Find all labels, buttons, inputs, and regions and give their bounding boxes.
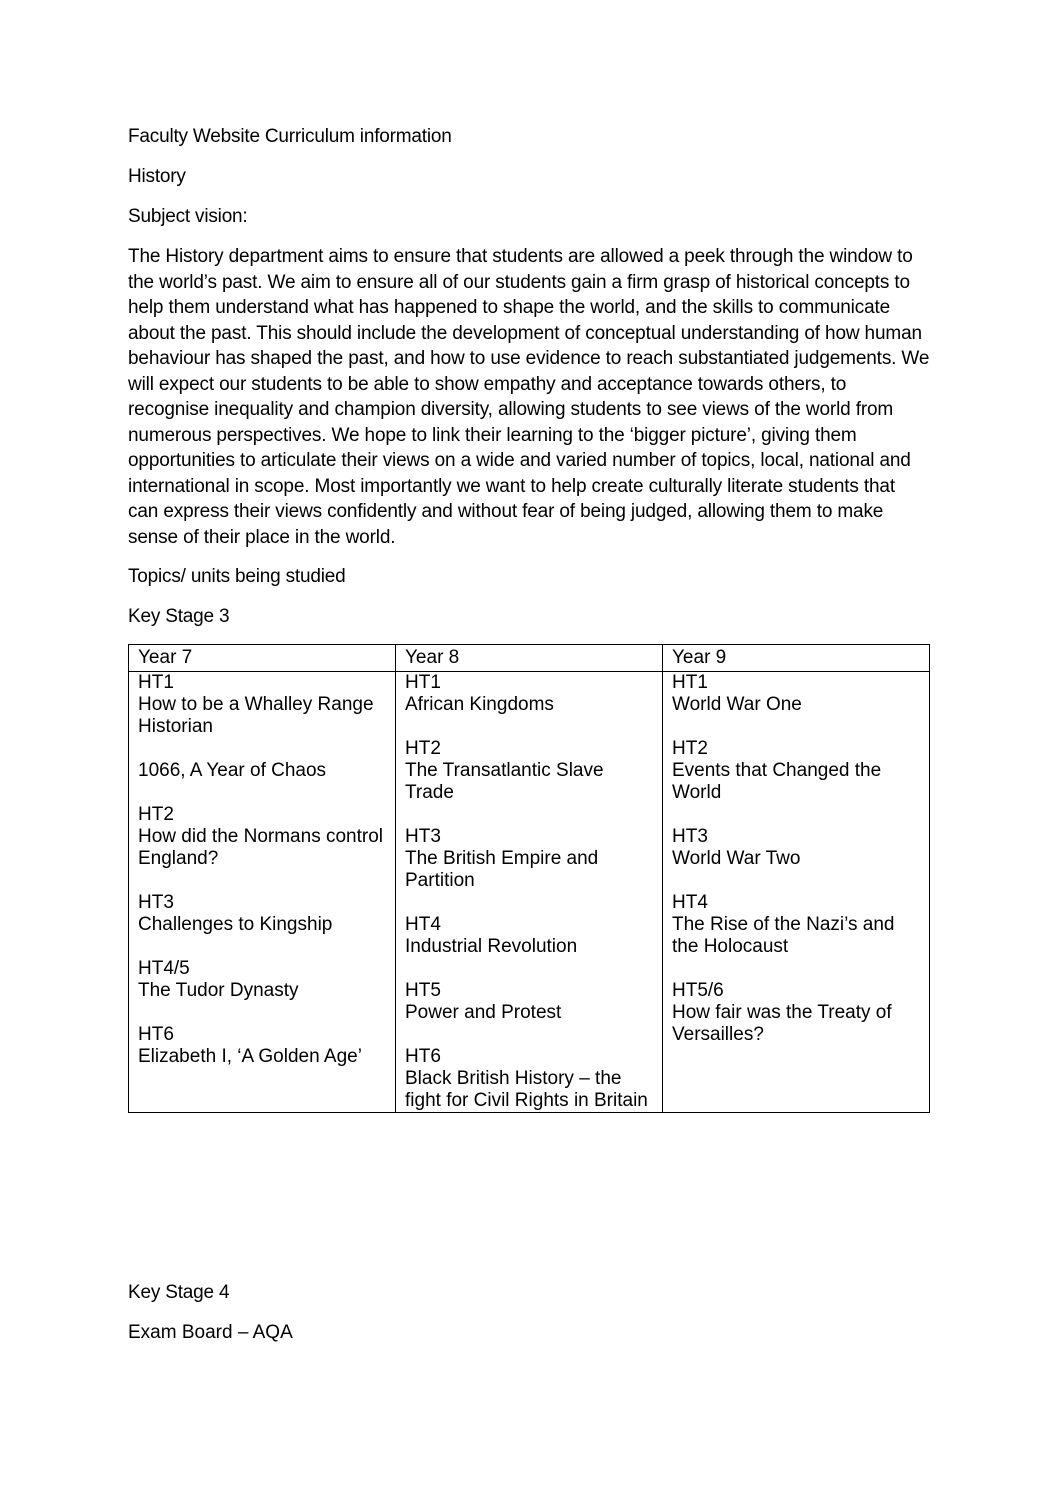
- unit: [672, 672, 921, 716]
- topic: The British Empire and Partition: [405, 848, 599, 891]
- unit: [672, 980, 921, 1046]
- unit: [672, 826, 921, 870]
- topic: The Transatlantic Slave Trade: [405, 760, 604, 803]
- topic: The Tudor Dynasty: [138, 980, 299, 1001]
- unit: [405, 826, 654, 892]
- half-term-label: HT2: [405, 738, 441, 759]
- unit: [672, 892, 921, 958]
- subject-name: History: [128, 166, 186, 187]
- topic: How fair was the Treaty of Versailles?: [672, 1002, 892, 1045]
- half-term-label: HT1: [138, 672, 174, 693]
- half-term-label: HT4: [405, 914, 441, 935]
- unit: [405, 914, 654, 958]
- vision-heading: Subject vision:: [128, 206, 248, 227]
- topic: Events that Changed the World: [672, 760, 882, 803]
- year-7-cell: [129, 672, 396, 1113]
- half-term-label: HT4: [672, 892, 708, 913]
- topic: Black British History – the fight for Civil Rights in Britain: [405, 1068, 648, 1111]
- table-header-row: [129, 645, 930, 672]
- unit: [405, 980, 654, 1024]
- unit: [672, 738, 921, 804]
- document-body: [128, 124, 930, 1113]
- half-term-label: HT3: [672, 826, 708, 847]
- half-term-label: HT3: [138, 892, 174, 913]
- half-term-label: HT5: [405, 980, 441, 1001]
- topic: World War Two: [672, 848, 801, 869]
- exam-board-label: Exam Board –: [128, 1322, 253, 1343]
- half-term-label: HT4/5: [138, 958, 190, 979]
- half-term-label: HT5/6: [672, 980, 724, 1001]
- unit: [138, 892, 387, 936]
- topic: Industrial Revolution: [405, 936, 578, 957]
- exam-board-line: [128, 1320, 930, 1346]
- topics-heading: Topics/ units being studied: [128, 566, 346, 587]
- ks4-heading: Key Stage 4: [128, 1282, 230, 1303]
- ks3-heading: Key Stage 3: [128, 606, 230, 627]
- half-term-label: HT1: [672, 672, 708, 693]
- unit: [138, 958, 387, 1002]
- topic: 1066, A Year of Chaos: [138, 760, 327, 781]
- vision-paragraph: The History department aims to ensure that students are allowed a peek through the window to the world’s past. We aim to ensure all of our students gain a firm grasp of historical concepts to help them understand what has happened to shape the world, and the skills to communicate about the past. This should include the development of conceptual understanding of how human behaviour has shaped the past, and how to use evidence to reach substantiated judgements. We will expect our students to be able to show empathy and acceptance towards others, to recognise inequality and champion diversity, allowing students to see views of the world from numerous perspectives. We hope to link their learning to the ‘bigger picture’, giving them opportunities to articulate their views on a wide and varied number of topics, local, national and international in scope. Most importantly we want to help create culturally literate students that can express their views confidently and without fear of being judged, allowing them to make sense of their place in the world.: [128, 246, 930, 548]
- year-7-header: Year 7: [129, 645, 396, 672]
- table-row: [129, 672, 930, 1113]
- ks4-section: [128, 1280, 930, 1346]
- half-term-label: HT6: [138, 1024, 174, 1045]
- topic: World War One: [672, 694, 802, 715]
- year-9-cell: [663, 672, 930, 1113]
- half-term-label: HT2: [672, 738, 708, 759]
- topic: How to be a Whalley Range Historian: [138, 694, 374, 737]
- topic: African Kingdoms: [405, 694, 554, 715]
- exam-board-value: AQA: [252, 1322, 293, 1343]
- unit: [138, 672, 387, 782]
- unit: [405, 672, 654, 716]
- document-title: Faculty Website Curriculum information: [128, 126, 452, 147]
- half-term-label: HT3: [405, 826, 441, 847]
- half-term-label: HT2: [138, 804, 174, 825]
- year-8-cell: [396, 672, 663, 1113]
- unit: [405, 738, 654, 804]
- year-9-header: Year 9: [663, 645, 930, 672]
- unit: [405, 1046, 654, 1112]
- unit: [138, 1024, 387, 1068]
- ks3-curriculum-table: [128, 644, 930, 1113]
- topic: How did the Normans control England?: [138, 826, 383, 869]
- year-8-header: Year 8: [396, 645, 663, 672]
- unit: [138, 804, 387, 870]
- topic: Elizabeth I, ‘A Golden Age’: [138, 1046, 362, 1067]
- half-term-label: HT6: [405, 1046, 441, 1067]
- topic: Challenges to Kingship: [138, 914, 333, 935]
- half-term-label: HT1: [405, 672, 441, 693]
- topic: Power and Protest: [405, 1002, 562, 1023]
- topic: The Rise of the Nazi’s and the Holocaust: [672, 914, 895, 957]
